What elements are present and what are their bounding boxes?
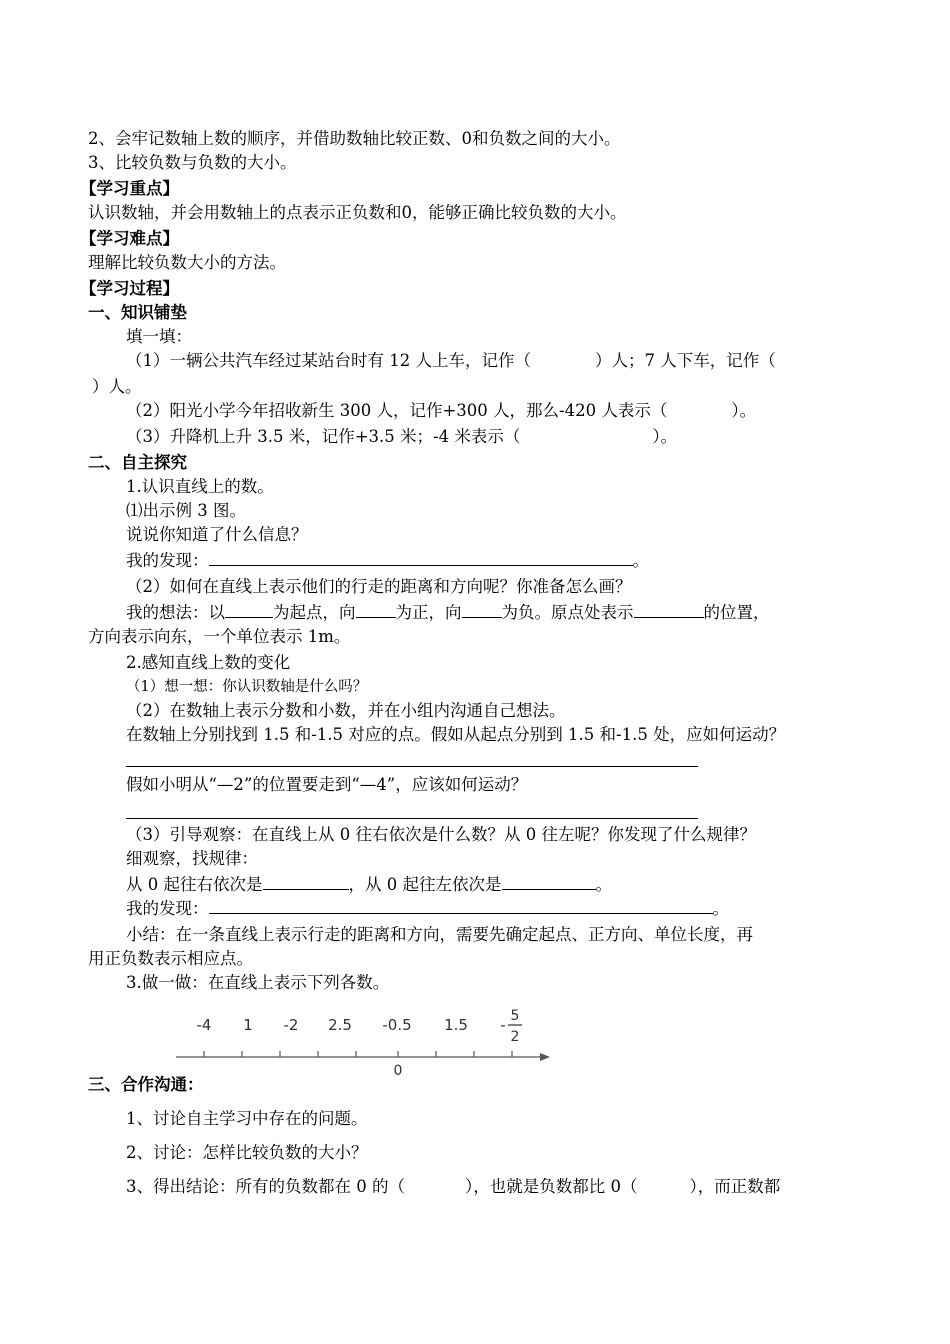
question-2: （2）阳光小学今年招收新生 300 人，记作+300 人，那么-420 人表示（ ）。 [126, 401, 757, 420]
cooperate-3: 3、得出结论：所有的负数都在 0 的（ ），也就是负数都比 0（ ），而正数都 [126, 1177, 781, 1196]
fill-in-label: 填一填： [126, 327, 192, 346]
summary-line-1: 小结：在一条直线上表示行走的距离和方向，需要先确定起点、正方向、单位长度，再 [126, 925, 753, 944]
fraction-sign: - [500, 1016, 506, 1034]
my-idea-cont: 方向表示向东，一个单位表示 1m。 [88, 627, 351, 646]
axis-ticks [204, 1051, 512, 1057]
origin-label: 0 [393, 1063, 403, 1079]
explore-3: 3.做一做：在直线上表示下列各数。 [126, 973, 390, 992]
number-item: -2 [283, 1016, 299, 1034]
answer-line-2 [126, 818, 698, 819]
discovery-1: 我的发现： 。 [126, 551, 649, 570]
fraction-numerator: 5 [510, 1008, 520, 1024]
explore-2: 2.感知直线上数的变化 [126, 653, 291, 672]
cooperate-1: 1、讨论自主学习中存在的问题。 [126, 1109, 368, 1128]
question-1-end: ）人。 [92, 377, 142, 396]
number-item: 2.5 [328, 1016, 352, 1034]
heading-key-points: 【学习重点】 [80, 179, 179, 198]
explore-1c: （2）如何在直线上表示他们的行走的距离和方向呢？你准备怎么画？ [126, 577, 632, 596]
explore-2g: 从 0 起往右依次是 ，从 0 起往左依次是 。 [126, 875, 612, 894]
goal-3: 3、比较负数与负数的大小。 [88, 153, 297, 172]
number-item: -4 [196, 1016, 212, 1034]
section-2-title: 二、自主探究 [88, 453, 187, 472]
number-item: -0.5 [382, 1016, 412, 1034]
difficulty-text: 理解比较负数大小的方法。 [88, 253, 286, 272]
explore-2f: 细观察，找规律： [126, 849, 258, 868]
number-item: 1 [243, 1016, 253, 1034]
question-1: （1）一辆公共汽车经过某站台时有 12 人上车，记作（ ）人；7 人下车，记作（ [126, 351, 776, 370]
goal-2: 2、会牢记数轴上数的顺序，并借助数轴比较正数、0和负数之间的大小。 [88, 129, 621, 148]
my-idea: 我的想法：以 为起点，向 为正，向 为负。原点处表示 的位置， [126, 603, 770, 622]
explore-2c: 在数轴上分别找到 1.5 和-1.5 对应的点。假如从起点分别到 1.5 和-1.5 处，应如何运动？ [126, 725, 786, 744]
explore-2d: 假如小明从“—2”的位置要走到“—4”，应该如何运动？ [126, 775, 528, 794]
cooperate-2: 2、讨论：怎样比较负数的大小？ [126, 1143, 368, 1162]
explore-2e: （3）引导观察：在直线上从 0 往右依次是什么数？从 0 往左呢？你发现了什么规律？ [126, 825, 756, 844]
heading-difficulty: 【学习难点】 [80, 229, 179, 248]
heading-process: 【学习过程】 [80, 279, 179, 298]
discovery-2: 我的发现： 。 [126, 899, 729, 918]
number-line-figure [170, 1000, 560, 1080]
section-3-title: 三、合作沟通： [88, 1075, 204, 1094]
question-3: （3）升降机上升 3.5 米，记作+3.5 米；-4 米表示（ ）。 [126, 427, 678, 446]
explore-1: 1.认识直线上的数。 [126, 477, 274, 496]
section-1-title: 一、知识铺垫 [88, 303, 187, 322]
explore-2a: （1）想一想：你认识数轴是什么吗？ [126, 679, 368, 695]
number-item: 1.5 [444, 1016, 468, 1034]
answer-line-1 [126, 766, 698, 767]
explore-1b: 说说你知道了什么信息？ [126, 525, 308, 544]
axis-arrow [540, 1053, 550, 1061]
explore-2b: （2）在数轴上表示分数和小数，并在小组内沟通自己想法。 [126, 701, 566, 720]
fraction-denominator: 2 [510, 1029, 520, 1045]
explore-1a: ⑴出示例 3 图。 [126, 501, 246, 520]
key-points-text: 认识数轴，并会用数轴上的点表示正负数和0，能够正确比较负数的大小。 [88, 203, 627, 222]
summary-line-2: 用正负数表示相应点。 [88, 949, 253, 968]
